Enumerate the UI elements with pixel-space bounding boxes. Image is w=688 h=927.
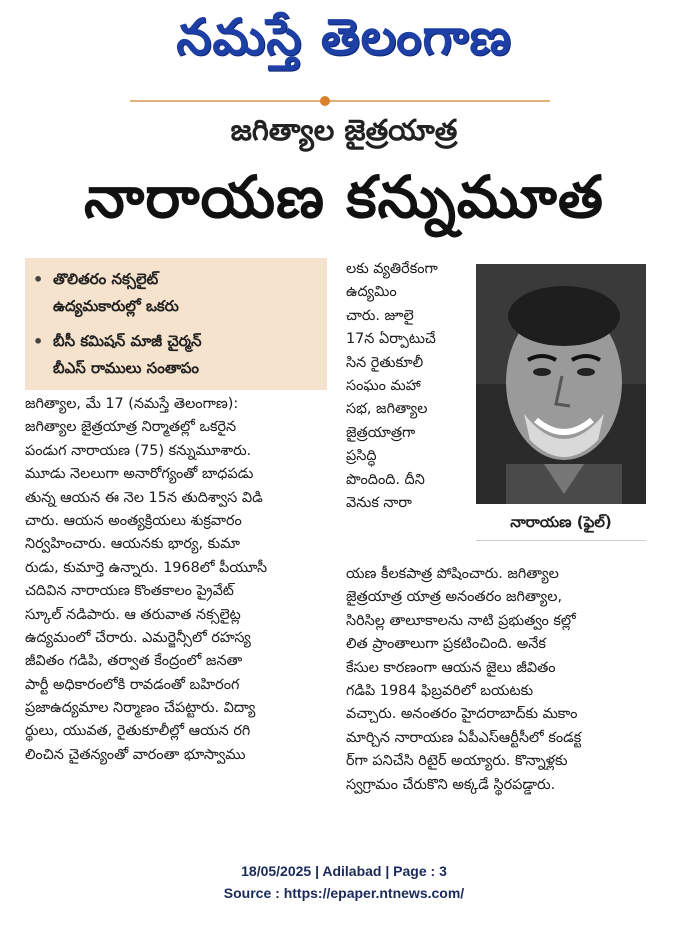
footer-source: Source : https://epaper.ntnews.com/: [223, 885, 465, 901]
text-line: జగిత్యాల, మే 17 (నమస్తే తెలంగాణ):: [25, 396, 239, 412]
divider-ornament: [320, 96, 330, 106]
text-line: సభ, జగిత్యాల: [346, 401, 428, 418]
text-line: ర్‌గా పనిచేసి రిటైర్ అయ్యారు. కొన్నాళ్లకు: [346, 753, 568, 770]
text-line: పొందింది. దీని: [346, 471, 425, 488]
article-kicker: జగిత్యాల జైత్రయాత్ర: [230, 113, 458, 147]
bullet-icon: •: [33, 270, 44, 289]
footer-dateline: 18/05/2025 | Adilabad | Page : 3: [241, 863, 447, 879]
text-line: రుడు, కుమార్తె ఉన్నారు. 1968లో పీయూసీ: [25, 559, 268, 576]
text-line: ర్థులు, యువత, రైతుకూలీల్లో ఆయన రగి: [25, 723, 251, 740]
text-line: గడిపి 1984 ఫిబ్రవరిలో బయటకు: [346, 682, 534, 699]
text-line: 17న ఏర్పాటుచే: [346, 331, 436, 348]
text-line: జీవితం గడిపి, తర్వాత కేంద్రంలో జనతా: [25, 653, 243, 670]
text-line: మూడు నెలలుగా అనారోగ్యంతో బాధపడు: [25, 466, 254, 483]
text-line: సిరిసిల్ల తాలూకాలను నాటి ప్రభుత్వం కల్లో: [346, 612, 576, 629]
text-line: లకు వ్యతిరేకంగా: [346, 261, 438, 277]
text-line: వెనుక నారా: [346, 494, 412, 511]
text-line: సంఘం మహా: [346, 377, 421, 394]
text-line: స్కూల్ నడిపారు. ఆ తరువాత నక్సలైట్ల: [25, 606, 241, 623]
text-line: ఉద్యమిం: [346, 284, 397, 301]
text-line: చారు. ఆయన అంత్యక్రియలు శుక్రవారం: [25, 512, 242, 529]
text-line: జైత్రయాత్ర యాత్ర అనంతరం జగిత్యాల,: [346, 589, 563, 606]
text-line: చారు. జూలై: [346, 307, 414, 324]
text-line: లిత ప్రాంతాలుగా ప్రకటించింది. అనేక: [346, 636, 546, 653]
highlight-line: తొలితరం నక్సలైట్: [53, 270, 159, 288]
text-line: పండుగ నారాయణ (75) కన్నుమూశారు.: [25, 442, 252, 459]
source-footer: [0, 860, 688, 904]
text-line: సిన రైతుకూలీ: [346, 354, 424, 371]
text-line: జగిత్యాల జైత్రయాత్ర నిర్మాతల్లో ఒకరైన: [25, 419, 237, 436]
masthead-divider: [130, 100, 550, 102]
text-line: నిర్వహించారు. ఆయనకు భార్య, కుమా: [25, 536, 240, 553]
highlight-line: బీఎస్ రాములు సంతాపం: [53, 359, 200, 377]
photo-caption: నారాయణ (ఫైల్): [476, 504, 646, 541]
text-line: కేసుల కారణంగా ఆయన జైలు జీవితం: [346, 659, 556, 676]
portrait-photo: [476, 264, 646, 504]
text-line: ఉద్యమంలో చేరారు. ఎమర్జెన్సీలో రహస్య: [25, 629, 251, 646]
text-line: తున్న ఆయన ఈ నెల 15న తుదిశ్వాస విడి: [25, 489, 263, 506]
highlight-line: ఉద్యమకారుల్లో ఒకరు: [53, 297, 179, 315]
article-headline: నారాయణ కన్నుమూత: [83, 163, 605, 231]
article-column-left: [25, 393, 327, 767]
highlight-line: బీసీ కమిషన్ మాజీ చైర్మన్: [53, 332, 202, 350]
bullet-icon: •: [33, 332, 44, 351]
article-column-right-bottom: [346, 563, 646, 797]
text-line: జైత్రయాత్రగా: [346, 424, 416, 441]
masthead-logo: నమస్తే తెలంగాణ: [176, 8, 512, 66]
text-line: చదివిన నారాయణ కొంతకాలం ప్రైవేట్: [25, 583, 234, 600]
text-line: పార్టీ అధికారంలోకి రావడంతో బహిరంగ: [25, 676, 240, 693]
text-line: ప్రసిద్ధి: [346, 448, 377, 465]
highlights-box: [25, 258, 327, 390]
text-line: స్వగ్రామం చేరుకొని అక్కడే స్థిరపడ్డారు.: [346, 776, 556, 793]
portrait-illustration: [476, 264, 646, 504]
text-line: మార్చిన నారాయణ ఏపీఎస్ఆర్టీసీలో కండక్ట: [346, 729, 582, 746]
article-column-right-top: [346, 258, 472, 515]
text-line: లించిన చైతన్యంతో వారంతా భూస్వాము: [25, 746, 246, 763]
text-line: యణ కీలకపాత్ర పోషించారు. జగిత్యాల: [346, 566, 559, 582]
text-line: ప్రజాఉద్యమాల నిర్మాణం చేపట్టారు. విద్యా: [25, 700, 256, 717]
text-line: వచ్చారు. అనంతరం హైదరాబాద్‌కు మకాం: [346, 706, 578, 723]
